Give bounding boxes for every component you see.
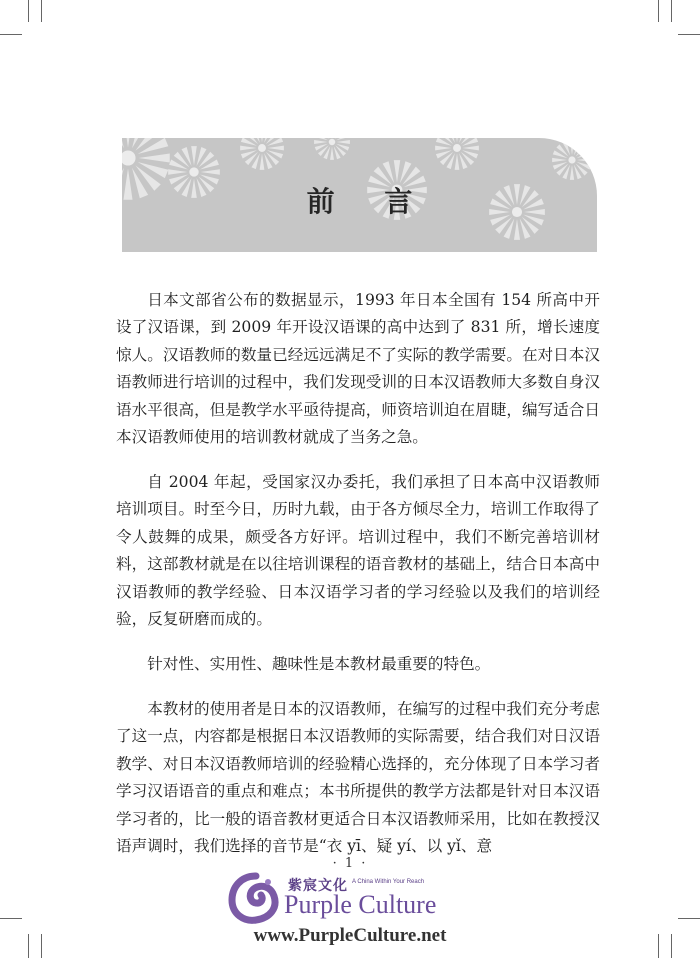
sunburst-ray — [314, 140, 327, 144]
sunburst-ray — [574, 165, 582, 180]
sunburst-ray — [264, 153, 272, 169]
sunburst-ray — [336, 144, 349, 151]
crop-mark — [671, 0, 672, 22]
sunburst-ray — [577, 150, 592, 158]
sunburst-ray — [334, 146, 341, 159]
paragraph: 自 2004 年起，受国家汉办委托，我们承担了日本高中汉语教师培训项目。时至今日，历时九载，由于各方倾尽全力，培训工作取得了令人鼓舞的成果，颇受各方好评。培训过程中，我们不断完善培训材料，这部教材就是在以往培训课程的语音教材的基础上，结合日本高中汉语教师的教学经验、日本汉语学习者的学习经验以及我们的培训经验，反复研磨而成的。 — [116, 473, 600, 629]
body-text — [116, 287, 600, 878]
crop-mark — [678, 34, 700, 35]
sunburst-ray — [577, 158, 592, 162]
sunburst-ray — [504, 218, 515, 238]
paragraph: 日本文部省公布的数据显示，1993 年日本全国有 154 所高中开设了汉语课，到 2009 年开设汉语课的高中达到了 831 所，增长速度惊人。汉语教师的数量已经远远满足不了实际的教学需要。在对日本汉语教师进行培训的过程中，我们发现受训的日本汉语教师大多数自身汉语水平很高，但是教学水平亟待提高，师资培训迫在眉睫，编写适合日本汉语教师使用的培训教材就成了当务之急。 — [116, 291, 600, 447]
sunburst-ray — [315, 144, 328, 151]
sunburst-ray — [570, 165, 574, 180]
sunburst-ray — [446, 153, 454, 169]
crop-mark — [658, 0, 659, 22]
sunburst-ray — [169, 160, 188, 170]
sunburst-ray — [553, 150, 568, 158]
sunburst-ray — [191, 146, 197, 165]
crop-mark — [0, 918, 22, 919]
page-number: · 1 · — [332, 856, 368, 871]
sunburst-ray — [514, 219, 520, 240]
sunburst — [552, 140, 592, 180]
sunburst-ray — [251, 153, 259, 169]
sunburst-ray — [462, 138, 478, 146]
paragraph: 本教材的使用者是日本的汉语教师，在编写的过程中我们充分考虑了这一点，内容都是根据日本汉语教师的实际需要，结合我们对日汉语教学、对日本汉语教师培训的经验精心选择的，充分体现了日本学习者学习汉语语音的重点和难点；本书所提供的教学方法都是针对日本汉语学习者的，比一般的语音教材更适合日本汉语教师采用，比如在教授汉语声调时，我们选择的音节是“衣 yī、疑 yí、以 yǐ、意 — [116, 700, 600, 856]
sunburst-ray — [260, 138, 265, 143]
swirl-logo-icon — [228, 872, 284, 924]
sunburst-ray — [241, 138, 257, 146]
sunburst-ray — [562, 141, 570, 156]
sunburst-ray — [436, 138, 452, 146]
crop-mark — [28, 0, 29, 22]
watermark-url: www.PurpleCulture.net — [253, 925, 447, 946]
sunburst-ray — [267, 138, 283, 146]
sunburst-ray — [168, 169, 187, 175]
sunburst-ray — [268, 146, 284, 151]
sunburst-ray — [552, 158, 567, 162]
watermark-chinese: 紫宸文化 — [288, 878, 348, 894]
watermark-name: Purple Culture — [284, 890, 437, 919]
sunburst-ray — [123, 138, 132, 148]
sunburst-ray — [570, 140, 574, 155]
sunburst-ray — [182, 147, 192, 166]
sunburst-ray — [562, 165, 570, 180]
sunburst-ray — [138, 138, 169, 154]
sunburst — [314, 138, 350, 160]
sunburst-ray — [455, 154, 460, 170]
sunburst-ray — [196, 147, 206, 166]
sunburst-ray — [138, 162, 169, 178]
sunburst-ray — [336, 138, 349, 140]
sunburst-ray — [462, 150, 478, 158]
sunburst-ray — [260, 154, 265, 170]
sunburst-ray — [240, 146, 256, 151]
page-title: 前 言 — [306, 185, 433, 218]
sunburst-ray — [463, 146, 479, 151]
sunburst-ray — [436, 150, 452, 158]
crop-mark — [0, 34, 22, 35]
sunburst-ray — [139, 153, 170, 162]
sunburst-ray — [200, 160, 219, 170]
sunburst-ray — [267, 150, 283, 158]
chapter-banner — [122, 138, 597, 252]
sunburst-ray — [201, 169, 220, 175]
crop-mark — [678, 918, 700, 919]
sunburst-ray — [323, 146, 330, 159]
sunburst-ray — [337, 140, 350, 144]
paragraph: 针对性、实用性、趣味性是本教材最重要的特色。 — [147, 655, 491, 674]
sunburst-ray — [459, 153, 467, 169]
watermark-logo — [228, 872, 478, 924]
crop-mark — [41, 0, 42, 22]
sunburst-ray — [435, 146, 451, 151]
sunburst-ray — [574, 141, 582, 156]
watermark-tagline: A China Within Your Reach — [352, 879, 425, 885]
sunburst-ray — [553, 162, 568, 170]
sunburst-ray — [315, 138, 328, 140]
sunburst-ray — [577, 162, 592, 170]
sunburst-ray — [122, 138, 124, 148]
sunburst — [435, 138, 479, 170]
sunburst-ray — [520, 218, 531, 238]
sunburst-ray — [455, 138, 460, 143]
sunburst-ray — [241, 150, 257, 158]
sunburst — [240, 138, 284, 170]
sunburst-ray — [330, 147, 334, 160]
